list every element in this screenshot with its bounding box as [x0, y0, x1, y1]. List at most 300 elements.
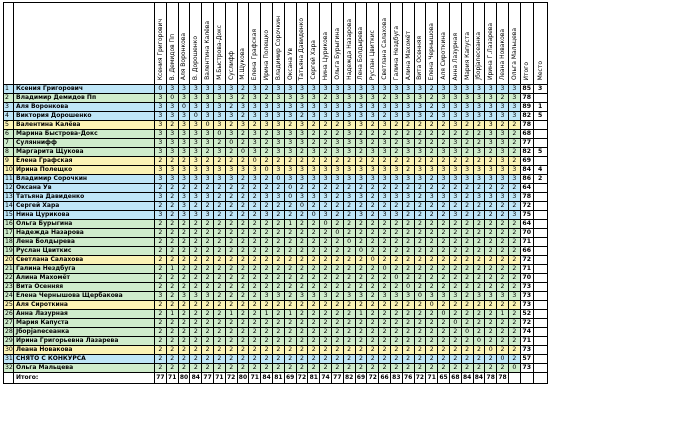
score-cell: 3	[414, 85, 426, 94]
row-number: 28	[5, 328, 13, 335]
score-cell: 2	[485, 157, 497, 166]
score-cell: 2	[414, 247, 426, 256]
table-row	[4, 265, 548, 274]
score-cell: 2	[190, 265, 202, 274]
score-cell: 2	[402, 310, 414, 319]
footer-total-cell: 69	[284, 373, 296, 384]
score-cell: 3	[414, 175, 426, 184]
score-cell: 2	[272, 211, 284, 220]
score-cell: 2	[508, 157, 520, 166]
score-cell: 2	[261, 220, 273, 229]
score-cell: 3	[308, 103, 320, 112]
score-cell: 2	[237, 220, 249, 229]
score-cell: 3	[213, 166, 225, 175]
score-cell: 2	[237, 292, 249, 301]
score-cell: 3	[272, 112, 284, 121]
footer-total-cell: 71	[249, 373, 261, 384]
score-cell: 2	[438, 328, 450, 337]
score-cell: 2	[426, 94, 438, 103]
participant-name: Мария Капуста	[14, 319, 155, 328]
score-cell: 3	[461, 175, 473, 184]
score-cell: 2	[461, 211, 473, 220]
row-number: 19	[5, 247, 13, 254]
score-cell: 3	[190, 292, 202, 301]
score-cell: 2	[473, 211, 485, 220]
score-cell: 2	[320, 139, 332, 148]
score-cell: 2	[402, 274, 414, 283]
score-cell: 0	[261, 166, 273, 175]
score-cell: 3	[355, 292, 367, 301]
row-number: 10	[5, 166, 13, 173]
score-cell: 1	[497, 310, 509, 319]
score-cell: 3	[320, 112, 332, 121]
judge-name: М.Щукова	[239, 48, 247, 80]
score-cell: 3	[461, 112, 473, 121]
score-cell: 2	[367, 220, 379, 229]
score-cell: 2	[473, 139, 485, 148]
score-cell: 2	[473, 346, 485, 355]
score-cell: 3	[261, 103, 273, 112]
score-cell: 3	[225, 130, 237, 139]
score-cell: 3	[202, 193, 214, 202]
score-cell: 3	[426, 166, 438, 175]
score-cell: 2	[249, 364, 261, 373]
row-number: 15	[5, 211, 13, 218]
score-cell: 2	[402, 265, 414, 274]
score-cell: 2	[331, 256, 343, 265]
score-cell: 2	[438, 157, 450, 166]
score-cell: 2	[402, 166, 414, 175]
score-cell: 2	[249, 247, 261, 256]
header-place-cell	[533, 3, 547, 85]
score-cell: 2	[249, 265, 261, 274]
score-cell: 3	[402, 193, 414, 202]
score-cell: 2	[426, 184, 438, 193]
score-cell: 2	[402, 130, 414, 139]
score-cell: 2	[190, 364, 202, 373]
participant-name: Ольга Мальцева	[14, 364, 155, 373]
score-cell: 2	[213, 364, 225, 373]
score-cell: 2	[213, 265, 225, 274]
score-cell: 3	[355, 175, 367, 184]
total-cell: 78	[520, 121, 533, 130]
score-cell: 2	[261, 175, 273, 184]
score-cell: 2	[473, 202, 485, 211]
score-cell: 2	[320, 157, 332, 166]
score-cell: 2	[237, 94, 249, 103]
judge-header-cell	[402, 3, 414, 85]
participant-name: Марина Быстрова-Докс	[14, 130, 155, 139]
judge-header-cell	[473, 3, 485, 85]
score-cell: 3	[166, 166, 178, 175]
score-cell: 2	[343, 319, 355, 328]
score-cell: 3	[390, 94, 402, 103]
score-cell: 2	[320, 346, 332, 355]
score-cell: 3	[390, 112, 402, 121]
score-cell: 2	[308, 328, 320, 337]
table-row	[4, 337, 548, 346]
score-cell: 2	[261, 256, 273, 265]
score-cell: 2	[213, 229, 225, 238]
footer-num-cell	[4, 373, 14, 384]
score-cell: 1	[261, 310, 273, 319]
score-cell: 2	[343, 283, 355, 292]
score-cell: 2	[426, 364, 438, 373]
score-cell: 2	[272, 283, 284, 292]
score-cell: 2	[166, 346, 178, 355]
score-cell: 2	[202, 355, 214, 364]
footer-total-cell: 80	[178, 373, 190, 384]
place-cell	[533, 193, 547, 202]
score-cell: 3	[355, 166, 367, 175]
score-cell: 3	[272, 148, 284, 157]
score-cell: 2	[284, 292, 296, 301]
score-cell: 2	[497, 256, 509, 265]
score-cell: 2	[331, 292, 343, 301]
score-cell: 0	[355, 247, 367, 256]
footer-total-cell: 71	[213, 373, 225, 384]
score-cell: 3	[379, 148, 391, 157]
score-cell: 3	[190, 85, 202, 94]
score-cell: 2	[331, 193, 343, 202]
score-cell: 2	[426, 355, 438, 364]
score-cell: 2	[249, 193, 261, 202]
score-cell: 3	[166, 103, 178, 112]
score-cell: 3	[284, 103, 296, 112]
score-cell: 2	[414, 319, 426, 328]
score-cell: 3	[367, 166, 379, 175]
score-cell: 2	[296, 229, 308, 238]
score-cell: 2	[355, 229, 367, 238]
score-cell: 2	[485, 211, 497, 220]
score-cell: 2	[343, 202, 355, 211]
score-cell: 3	[331, 139, 343, 148]
score-cell: 2	[473, 256, 485, 265]
total-cell: 71	[520, 238, 533, 247]
score-cell: 2	[320, 247, 332, 256]
footer-total-cell: 66	[379, 373, 391, 384]
score-cell: 2	[296, 157, 308, 166]
score-cell: 2	[414, 283, 426, 292]
score-cell: 2	[190, 220, 202, 229]
table-row	[4, 148, 548, 157]
score-cell: 3	[367, 85, 379, 94]
total-cell: 85	[520, 85, 533, 94]
row-number: 21	[5, 265, 13, 272]
score-cell: 3	[178, 130, 190, 139]
score-cell: 2	[225, 319, 237, 328]
score-cell: 2	[296, 355, 308, 364]
score-cell: 3	[237, 121, 249, 130]
score-cell: 2	[367, 301, 379, 310]
score-cell: 2	[402, 355, 414, 364]
score-cell: 3	[473, 85, 485, 94]
score-cell: 2	[190, 274, 202, 283]
score-cell: 2	[508, 139, 520, 148]
row-number: 12	[5, 184, 13, 191]
score-cell: 2	[202, 229, 214, 238]
score-cell: 2	[296, 301, 308, 310]
score-cell: 2	[461, 346, 473, 355]
table-row	[4, 355, 548, 364]
score-cell: 0	[225, 139, 237, 148]
score-cell: 3	[449, 166, 461, 175]
score-cell: 3	[343, 193, 355, 202]
score-cell: 2	[237, 319, 249, 328]
score-cell: 3	[190, 175, 202, 184]
table-row	[4, 211, 548, 220]
score-cell: 2	[166, 121, 178, 130]
score-cell: 3	[272, 193, 284, 202]
score-cell: 2	[379, 328, 391, 337]
score-cell: 3	[355, 121, 367, 130]
score-cell: 2	[414, 193, 426, 202]
score-cell: 2	[438, 229, 450, 238]
score-cell: 2	[367, 364, 379, 373]
score-cell: 2	[237, 211, 249, 220]
score-cell: 0	[155, 85, 167, 94]
score-cell: 2	[331, 301, 343, 310]
participant-name: Аля Воронкова	[14, 103, 155, 112]
score-cell: 3	[367, 94, 379, 103]
score-cell: 2	[225, 229, 237, 238]
score-cell: 2	[379, 301, 391, 310]
judge-header-cell	[308, 3, 320, 85]
score-cell: 3	[272, 139, 284, 148]
score-cell: 2	[426, 157, 438, 166]
score-cell: 2	[508, 229, 520, 238]
score-cell: 2	[296, 112, 308, 121]
row-number: 7	[4, 139, 14, 148]
score-cell: 2	[461, 130, 473, 139]
score-cell: 2	[284, 247, 296, 256]
score-cell: 2	[213, 292, 225, 301]
row-number: 5	[4, 121, 14, 130]
row-number: 4	[4, 112, 14, 121]
score-cell: 2	[155, 310, 167, 319]
score-cell: 2	[155, 274, 167, 283]
score-cell: 3	[155, 121, 167, 130]
score-cell: 2	[367, 121, 379, 130]
score-cell: 2	[355, 319, 367, 328]
score-cell: 3	[461, 166, 473, 175]
score-cell: 2	[426, 112, 438, 121]
row-number: 20	[5, 256, 13, 263]
score-cell: 2	[296, 220, 308, 229]
score-cell: 3	[178, 166, 190, 175]
score-cell: 2	[331, 130, 343, 139]
score-cell: 3	[178, 112, 190, 121]
score-cell: 0	[284, 184, 296, 193]
judge-name: Леана Новакова	[499, 28, 506, 80]
judge-header-cell	[414, 3, 426, 85]
score-cell: 2	[237, 184, 249, 193]
participant-name: Ирина Григорьевна Лазарева	[14, 337, 155, 346]
judge-name: Ирина Полещко	[263, 29, 271, 80]
score-cell: 2	[261, 283, 273, 292]
score-cell: 2	[202, 274, 214, 283]
score-cell: 2	[379, 337, 391, 346]
score-cell: 2	[485, 319, 497, 328]
score-cell: 2	[237, 301, 249, 310]
score-cell: 3	[296, 166, 308, 175]
score-cell: 2	[426, 346, 438, 355]
score-cell: 2	[190, 247, 202, 256]
score-cell: 2	[331, 355, 343, 364]
score-cell: 2	[155, 238, 167, 247]
score-cell: 2	[449, 220, 461, 229]
judge-name: Вита Осенняя	[416, 36, 424, 80]
score-cell: 2	[497, 346, 509, 355]
place-cell: 2	[533, 175, 547, 184]
score-cell: 2	[237, 157, 249, 166]
footer-total-cell: 72	[414, 373, 426, 384]
score-cell: 2	[178, 238, 190, 247]
score-cell: 2	[190, 337, 202, 346]
row-number: 22	[5, 274, 13, 281]
score-cell: 2	[178, 265, 190, 274]
place-label: Место	[536, 60, 544, 80]
total-cell: 82	[520, 112, 533, 121]
score-cell: 2	[261, 238, 273, 247]
table-row	[4, 184, 548, 193]
score-cell: 3	[390, 103, 402, 112]
place-cell	[533, 310, 547, 319]
score-cell: 2	[296, 346, 308, 355]
table-row	[4, 301, 548, 310]
score-cell: 3	[202, 166, 214, 175]
score-cell: 2	[308, 346, 320, 355]
score-cell: 2	[402, 247, 414, 256]
score-cell: 2	[497, 301, 509, 310]
score-cell: 3	[390, 292, 402, 301]
participant-name: Сергей Хара	[14, 202, 155, 211]
score-cell: 2	[402, 301, 414, 310]
footer-total-cell: 84	[190, 373, 202, 384]
score-cell: 2	[202, 202, 214, 211]
score-cell: 2	[308, 355, 320, 364]
participant-name: Светлана Салахова	[14, 256, 155, 265]
score-cell: 3	[449, 292, 461, 301]
score-cell: 3	[202, 292, 214, 301]
score-cell: 2	[414, 346, 426, 355]
table-row	[4, 229, 548, 238]
score-cell: 2	[249, 121, 261, 130]
score-cell: 2	[237, 310, 249, 319]
table-row	[4, 220, 548, 229]
score-cell: 2	[497, 220, 509, 229]
score-cell: 1	[284, 310, 296, 319]
score-cell: 1	[166, 310, 178, 319]
score-cell: 2	[461, 202, 473, 211]
score-cell: 2	[497, 211, 509, 220]
score-cell: 2	[343, 256, 355, 265]
score-cell: 0	[166, 94, 178, 103]
score-cell: 3	[497, 103, 509, 112]
score-cell: 2	[178, 319, 190, 328]
score-cell: 2	[485, 310, 497, 319]
row-number: 11	[5, 175, 13, 182]
judge-header-cell	[438, 3, 450, 85]
score-cell: 2	[414, 229, 426, 238]
footer-total-cell: 71	[426, 373, 438, 384]
score-cell: 2	[331, 265, 343, 274]
score-cell: 2	[178, 229, 190, 238]
score-cell: 2	[355, 274, 367, 283]
score-cell: 2	[237, 130, 249, 139]
score-cell: 3	[178, 292, 190, 301]
place-cell	[533, 256, 547, 265]
score-cell: 2	[213, 193, 225, 202]
participant-name: Галина Нездбуга	[14, 265, 155, 274]
score-cell: 2	[166, 328, 178, 337]
row-number: 29	[5, 337, 13, 344]
score-cell: 3	[155, 103, 167, 112]
place-cell: 1	[533, 103, 547, 112]
score-cell: 3	[308, 112, 320, 121]
score-cell: 2	[367, 319, 379, 328]
score-cell: 2	[261, 184, 273, 193]
score-cell: 2	[438, 211, 450, 220]
score-cell: 2	[426, 85, 438, 94]
score-cell: 3	[249, 166, 261, 175]
footer-place-cell	[533, 373, 547, 384]
score-cell: 2	[390, 283, 402, 292]
score-cell: 3	[473, 166, 485, 175]
score-cell: 2	[308, 220, 320, 229]
score-cell: 3	[379, 121, 391, 130]
table-row	[4, 121, 548, 130]
score-cell: 3	[414, 148, 426, 157]
score-cell: 2	[390, 247, 402, 256]
score-cell: 2	[497, 184, 509, 193]
score-cell: 3	[296, 130, 308, 139]
score-cell: 2	[202, 337, 214, 346]
score-cell: 2	[320, 130, 332, 139]
participant-name: Татьяна Давиденко	[14, 193, 155, 202]
score-cell: 2	[190, 301, 202, 310]
score-cell: 2	[367, 184, 379, 193]
score-cell: 2	[449, 256, 461, 265]
score-cell: 2	[166, 238, 178, 247]
score-cell: 2	[461, 292, 473, 301]
score-cell: 3	[402, 112, 414, 121]
footer-total-cell: 77	[202, 373, 214, 384]
score-cell: 2	[331, 211, 343, 220]
score-cell: 2	[284, 238, 296, 247]
score-cell: 2	[272, 301, 284, 310]
score-cell: 2	[237, 139, 249, 148]
score-cell: 3	[473, 292, 485, 301]
score-cell: 3	[426, 292, 438, 301]
score-cell: 2	[155, 220, 167, 229]
score-cell: 3	[390, 166, 402, 175]
score-cell: 2	[414, 256, 426, 265]
score-cell: 3	[272, 292, 284, 301]
score-cell: 2	[331, 274, 343, 283]
score-cell: 0	[178, 103, 190, 112]
place-cell	[533, 220, 547, 229]
score-cell: 2	[343, 346, 355, 355]
score-cell: 2	[320, 319, 332, 328]
score-cell: 2	[249, 184, 261, 193]
footer-label: Итого:	[14, 373, 155, 384]
score-cell: 3	[473, 175, 485, 184]
score-cell: 2	[426, 283, 438, 292]
score-cell: 3	[449, 211, 461, 220]
judge-header-cell	[390, 3, 402, 85]
score-cell: 2	[308, 139, 320, 148]
